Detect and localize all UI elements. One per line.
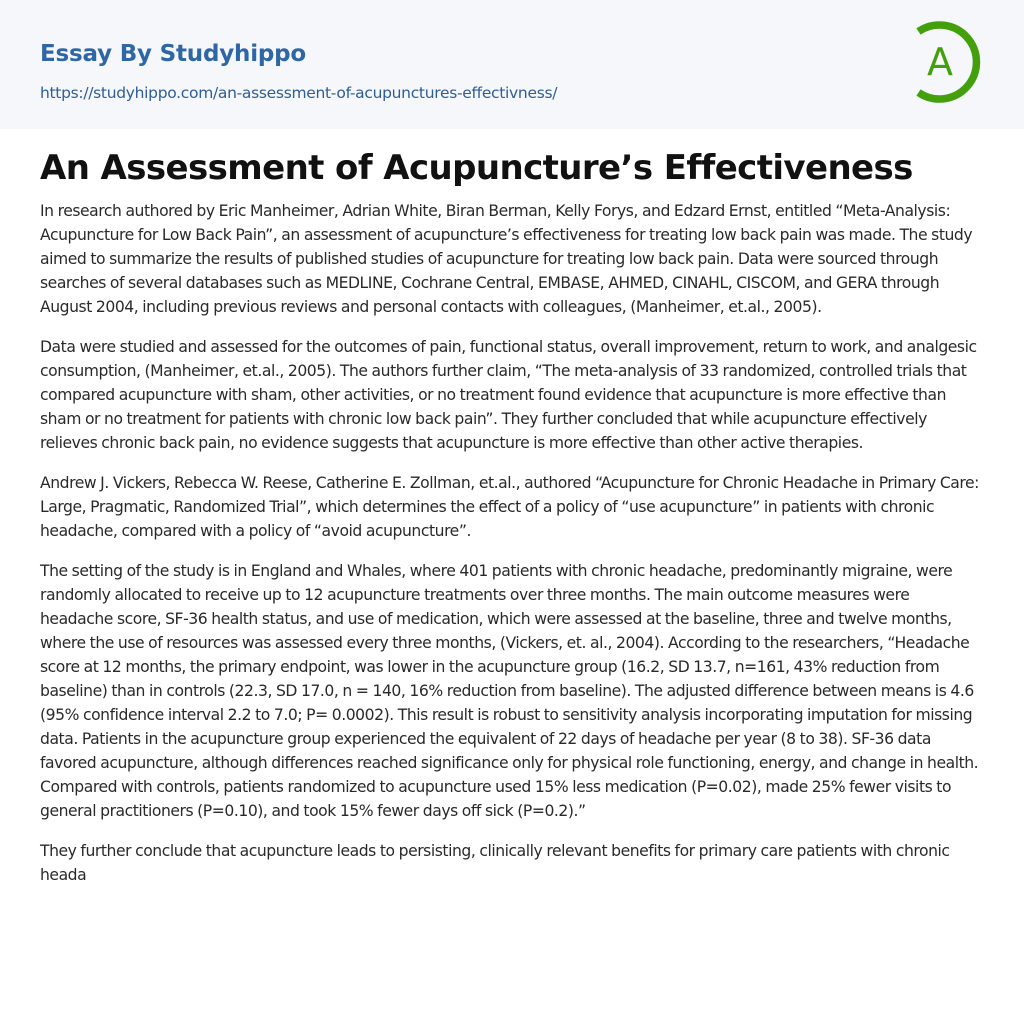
brand-title: Essay By Studyhippo xyxy=(40,41,307,67)
source-url-link[interactable]: https://studyhippo.com/an-assessment-of-acupunctures-effectivness/ xyxy=(40,84,558,102)
article-paragraph: In research authored by Eric Manheimer, Adrian White, Biran Berman, Kelly Forys, and Edzard Ernst, entitled “Meta-Analysis: Acupuncture for Low Back Pain”, an assessment of acupuncture’s effectiveness for treating low back pain was made. The study aimed to summarize the results of published studies of acupuncture for treating low back pain. Data were sourced through searches of several databases such as MEDLINE, Cochrane Central, EMBASE, AHMED, CINAHL, CISCOM, and GERA through August 2004, including previous reviews and personal contacts with colleagues, (Manheimer, et.al., 2005). xyxy=(40,202,973,316)
article-paragraph: Andrew J. Vickers, Rebecca W. Reese, Catherine E. Zollman, et.al., authored “Acupuncture for Chronic Headache in Primary Care: Large, Pragmatic, Randomized Trial”, which determines the effect of a policy of “use acupuncture” in patients with chronic headache, compared with a policy of “avoid acupuncture”. xyxy=(40,474,979,540)
circle-a-logo-icon[interactable] xyxy=(908,18,988,106)
site-header xyxy=(0,0,1024,129)
logo-letter: A xyxy=(927,40,953,84)
article-paragraph: Data were studied and assessed for the outcomes of pain, functional status, overall improvement, return to work, and analgesic consumption, (Manheimer, et.al., 2005). The authors further claim, “The meta-analysis of 33 randomized, controlled trials that compared acupuncture with sham, other activities, or no treatment found evidence that acupuncture is more effective than sham or no treatment for patients with chronic low back pain”. They further concluded that while acupuncture effectively relieves chronic back pain, no evidence suggests that acupuncture is more effective than other active therapies. xyxy=(40,338,977,452)
page-title: An Assessment of Acupuncture’s Effectiveness xyxy=(40,148,913,188)
article-paragraph: The setting of the study is in England and Whales, where 401 patients with chronic headache, predominantly migraine, were randomly allocated to receive up to 12 acupuncture treatments over three months. The main outcome measures were headache score, SF-36 health status, and use of medication, which were assessed at the baseline, three and twelve months, where the use of resources was assessed every three months, (Vickers, et. al., 2004). According to the researchers, “Headache score at 12 months, the primary endpoint, was lower in the acupuncture group (16.2, SD 13.7, n=161, 43% reduction from baseline) than in controls (22.3, SD 17.0, n = 140, 16% reduction from baseline). The adjusted difference between means is 4.6 (95% confidence interval 2.2 to 7.0; P= 0.0002). This result is robust to sensitivity analysis incorporating imputation for missing data. Patients in the acupuncture group experienced the equivalent of 22 days of headache per year (8 to 38). SF-36 data favored acupuncture, although differences reached significance only for physical role functioning, energy, and change in health. Compared with controls, patients randomized to acupuncture used 15% less medication (P=0.02), made 25% fewer visits to general practitioners (P=0.10), and took 15% fewer days off sick (P=0.2).” xyxy=(40,562,979,820)
article xyxy=(0,147,1024,887)
article-paragraph: They further conclude that acupuncture leads to persisting, clinically relevant benefits for primary care patients with chronic heada xyxy=(40,842,950,884)
